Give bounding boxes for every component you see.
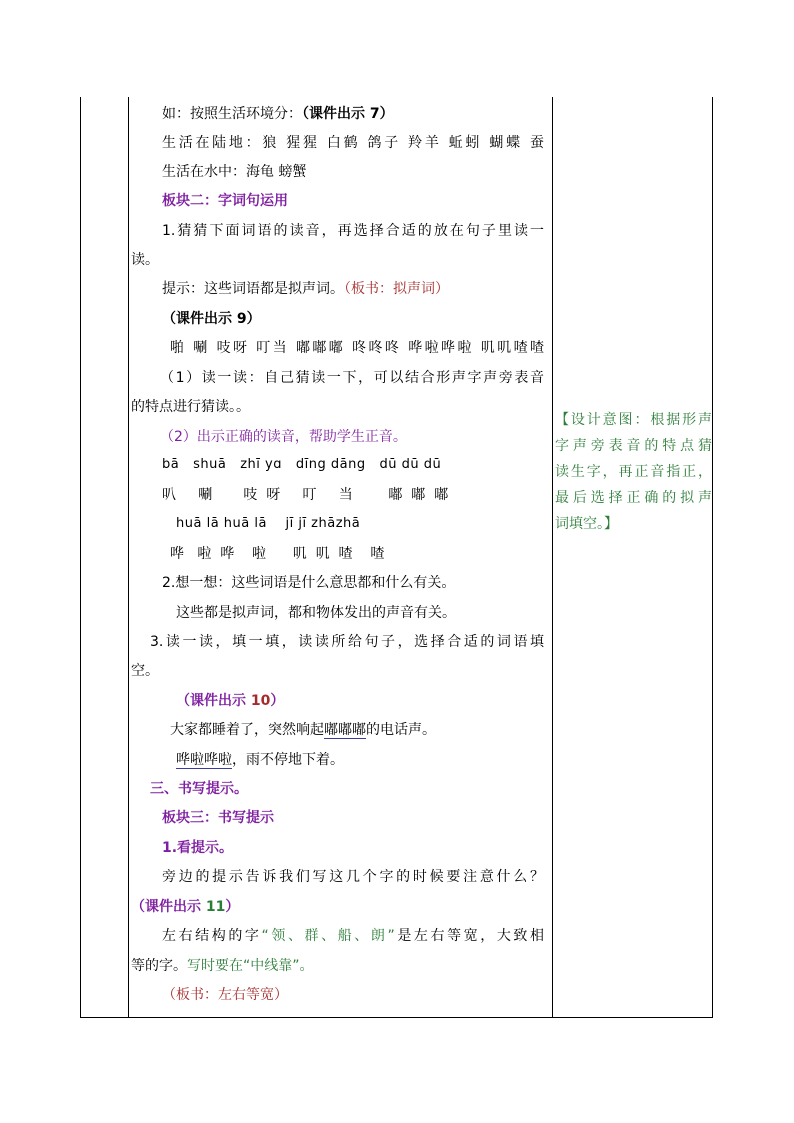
design-intent-note xyxy=(555,407,712,537)
line-example-classify: 如：按照生活环境分：（课件出示 7） xyxy=(162,106,394,122)
section-heading-3: 板块三：书写提示 xyxy=(162,810,274,826)
line-read-guess-cont: 的特点进行猜读。。 xyxy=(131,399,250,415)
line-look-hint: 1.看提示。 xyxy=(162,840,234,856)
line-hint: 提示：这些词语都是拟声词。（板书：拟声词） xyxy=(162,281,449,297)
table-divider-2 xyxy=(552,97,553,1018)
line-read-guess: （1）读一读：自己猜读一下，可以结合形声字声旁表音 xyxy=(160,370,544,386)
line-think: 2.想一想：这些词语是什么意思都和什么有关。 xyxy=(162,575,456,591)
line-board-note: （板书：左右等宽） xyxy=(162,987,288,1003)
line-land-animals: 生活在陆地：狼 猩猩 白鹤 鸽子 羚羊 蚯蚓 蝴蝶 蚕 xyxy=(162,135,544,151)
line-structure: 左右结构的字“领、群、船、朗”是左右等宽，大致相 xyxy=(162,928,545,944)
design-intent-line: 读生字，再正音指正， xyxy=(555,464,712,480)
design-intent-line: 词填空。】 xyxy=(555,516,618,532)
line-courseware-9: （课件出示 9） xyxy=(162,311,261,327)
design-intent-line: 【设计意图：根据形声 xyxy=(555,412,712,428)
line-sentence-rain: 哗啦哗啦，雨不停地下着。 xyxy=(176,752,344,768)
design-intent-line: 最后选择正确的拟声 xyxy=(555,490,712,506)
section-writing-tips: 三、书写提示。 xyxy=(150,781,248,797)
line-water-animals: 生活在水中：海龟 螃蟹 xyxy=(162,164,307,180)
table-right-border xyxy=(712,97,713,1018)
section-heading-2: 板块二：字词句运用 xyxy=(162,193,288,209)
table-bottom-border xyxy=(80,1017,713,1018)
line-sentence-phone: 大家都睡着了，突然响起嘟嘟嘟的电话声。 xyxy=(170,722,436,738)
line-task-1-cont: 读。 xyxy=(131,252,159,268)
line-courseware-10: （课件出示 10） xyxy=(176,693,285,709)
line-show-pronunciation: （2）出示正确的读音，帮助学生正音。 xyxy=(160,429,407,445)
line-think-answer: 这些都是拟声词，都和物体发出的声音有关。 xyxy=(176,605,456,621)
line-question: 旁边的提示告诉我们写这几个字的时候要注意什么？ xyxy=(162,869,544,885)
pinyin-row-2: huā lā huā lā jī jī zhāzhā xyxy=(176,516,361,531)
table-divider-1 xyxy=(128,97,129,1018)
table-left-border xyxy=(80,97,81,1018)
line-task-3-cont: 空。 xyxy=(131,663,159,679)
hanzi-row-2: 哗 啦 哗 啦 叽 叽 喳 喳 xyxy=(170,546,385,562)
design-intent-line: 字声旁表音的特点猜 xyxy=(555,438,712,454)
pinyin-row-1: bā shuā zhī yɑ dīng dāng dū dū dū xyxy=(162,457,442,472)
line-structure-cont: 等的字。写时要在“中线靠”。 xyxy=(131,958,314,974)
hanzi-row-1: 叭 唰 吱 呀 叮 当 嘟 嘟 嘟 xyxy=(162,487,449,503)
line-task-3: 3.读一读，填一填，读读所给句子，选择合适的词语填 xyxy=(150,634,544,650)
line-courseware-11: （课件出示 11） xyxy=(131,899,240,915)
line-onomatopoeia-words: 啪 唰 吱呀 叮当 嘟嘟嘟 咚咚咚 哗啦哗啦 叽叽喳喳 xyxy=(170,340,544,356)
line-task-1: 1.猜猜下面词语的读音，再选择合适的放在句子里读一 xyxy=(162,223,544,239)
